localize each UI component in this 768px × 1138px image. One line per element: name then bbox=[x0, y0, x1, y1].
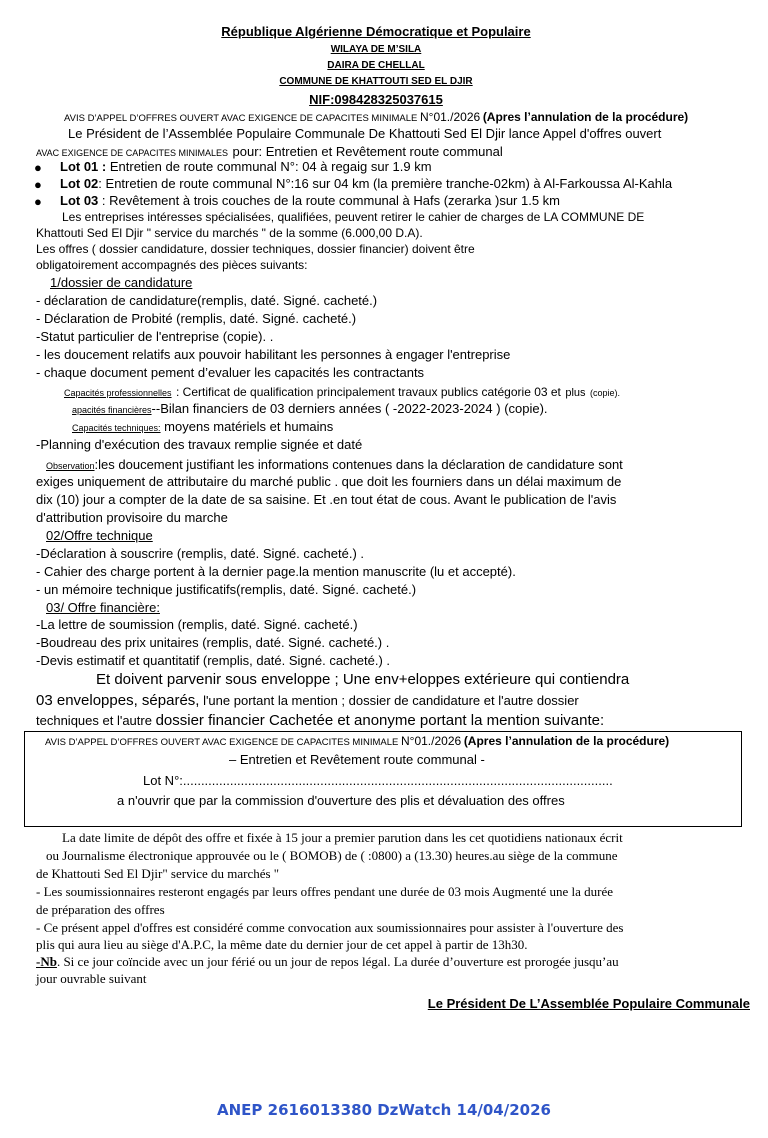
commune-line: COMMUNE DE KHATTOUTI SED EL DJIR bbox=[279, 76, 473, 87]
offre-technique-title: 02/Offre technique bbox=[46, 528, 153, 543]
deadline-line-1: La date limite de dépôt des offre et fixée à 15 jour a premier parution dans les cet quotidiens nationaux écrit bbox=[62, 830, 623, 845]
candidature-item: - Déclaration de Probité (remplis, daté. Signé. cacheté.) bbox=[36, 311, 357, 326]
technique-item: -Déclaration à souscrire (remplis, daté. Signé. cacheté.) . bbox=[36, 546, 365, 561]
convocation-line-2: plis qui aura lieu au siège d'A.P.C, la même date du dernier jour de cet appel à partir de 13h30. bbox=[36, 937, 528, 952]
technique-item: - un mémoire technique justificatifs(remplis, daté. Signé. cacheté.) bbox=[36, 582, 417, 597]
capacites-financieres bbox=[72, 400, 548, 418]
engagement-line-2: de préparation des offres bbox=[36, 902, 165, 917]
avis-prefix: AVIS D’APPEL D’OFFRES OUVERT AVAC EXIGENCE DE CAPACITES MINIMALE bbox=[64, 113, 418, 124]
engagement-line-1: - Les soumissionnaires resteront engagés par leurs offres pendant une durée de 03 mois Augmenté une la durée bbox=[36, 884, 614, 899]
financiere-item: -Boudreau des prix unitaires (remplis, daté. Signé. cacheté.) . bbox=[36, 635, 390, 650]
technique-item: - Cahier des charge portent à la dernier page.la mention manuscrite (lu et accepté). bbox=[36, 564, 516, 579]
cap-pro-text: : Certificat de qualification principalement travaux publics catégorie 03 et bbox=[176, 385, 561, 399]
envoi-mention: l'une portant la mention ; dossier de candidature et l'autre dossier bbox=[199, 693, 579, 708]
cap-pro-plus: plus bbox=[565, 387, 586, 399]
observation-label: Observation bbox=[46, 461, 95, 471]
envoi-line-3 bbox=[36, 712, 604, 730]
financiere-item: -Devis estimatif et quantitatif (remplis, daté. Signé. cacheté.) . bbox=[36, 653, 391, 668]
intro-capacity: AVAC EXIGENCE DE CAPACITES MINIMALES bbox=[36, 148, 229, 158]
bullet-icon: ● bbox=[34, 160, 42, 175]
bullet-icon: ● bbox=[34, 194, 42, 209]
republic-title: République Algérienne Démocratique et Populaire bbox=[221, 24, 531, 39]
avis-suffix: (Apres l’annulation de la procédure) bbox=[463, 734, 670, 748]
intro-line-1: Le Président de l’Assemblée Populaire Communale De Khattouti Sed El Djir lance Appel d'offres ouvert bbox=[68, 126, 662, 141]
box-lot: Lot N°:....................................................................................................................... bbox=[143, 773, 613, 788]
nb-line-2: jour ouvrable suivant bbox=[36, 971, 147, 986]
daira-line: DAIRA DE CHELLAL bbox=[327, 60, 425, 71]
observation-line-3: dix (10) jour a compter de la date de sa saisine. Et .en tout état de cous. Avant le publication de l'avis bbox=[36, 492, 617, 507]
candidature-item: - chaque document pement d’evaluer les capacités les contractants bbox=[36, 365, 425, 380]
envoi-enveloppes: 03 enveloppes, séparés, bbox=[36, 692, 200, 709]
nb-text: . Si ce jour coïncide avec un jour férié ou un jour de repos légal. La durée d’ouverture est prorogée jusqu’au bbox=[56, 954, 619, 969]
candidature-item: -Statut particulier de l'entreprise (copie). . bbox=[36, 329, 274, 344]
lot-03 bbox=[60, 193, 560, 208]
nb-label: -Nb bbox=[36, 954, 57, 969]
retrait-line-2: Khattouti Sed El Djir " service du marchés " de la somme (6.000,00 D.A). bbox=[36, 226, 423, 240]
lot-label: Lot 01 : bbox=[60, 159, 107, 174]
box-avis-heading bbox=[45, 734, 669, 748]
avis-number: N°01./2026 bbox=[400, 734, 462, 748]
lot-text: : Revêtement à trois couches de la route communal à Hafs (zerarka )sur 1.5 km bbox=[101, 193, 561, 208]
lot-text: Entretien de route communal N°: 04 à regaig sur 1.9 km bbox=[109, 159, 432, 174]
lot-01 bbox=[60, 159, 432, 174]
cap-pro-label: Capacités professionnelles bbox=[64, 388, 172, 398]
envoi-line-1: Et doivent parvenir sous enveloppe ; Une env+eloppes extérieure qui contiendra bbox=[96, 671, 630, 688]
retrait-line-1: Les entreprises intéresses spécialisées, qualifiées, peuvent retirer le cahier de charges de LA COMMUNE DE bbox=[62, 210, 645, 224]
envelope-mention-box bbox=[24, 731, 742, 827]
cap-fin-text: --Bilan financiers de 03 derniers années ( -2022-2023-2024 ) (copie). bbox=[151, 401, 548, 416]
convocation-line-1: - Ce présent appel d'offres est considéré comme convocation aux soumissionnaires pour assister à l'ouverture des bbox=[36, 920, 624, 935]
envoi-financier: dossier financier Cachetée et anonyme portant la mention suivante: bbox=[155, 712, 605, 729]
deadline-line-2: ou Journalisme électronique approuvée ou le ( BOMOB) de ( :0800) a (13.30) heures.au siège de la commune bbox=[46, 848, 618, 863]
lot-02 bbox=[60, 176, 672, 191]
bullet-icon: ● bbox=[34, 177, 42, 192]
candidature-item: - déclaration de candidature(remplis, daté. Signé. cacheté.) bbox=[36, 293, 378, 308]
cap-pro-copie: (copie). bbox=[589, 388, 620, 398]
offres-line-2: obligatoirement accompagnés des pièces suivants: bbox=[36, 258, 308, 272]
avis-heading bbox=[64, 110, 688, 124]
box-title: – Entretien et Revêtement route communal - bbox=[229, 752, 485, 767]
observation-line-2: exiges uniquement de attributaire du marché public . que doit les fourniers dans un délai maximum de bbox=[36, 474, 622, 489]
observation-line-1 bbox=[46, 456, 623, 474]
candidature-item: - les doucement relatifs aux pouvoir habilitant les personnes à engager l'entreprise bbox=[36, 347, 511, 362]
cap-tech-text: moyens matériels et humains bbox=[160, 419, 334, 434]
observation-line-4: d'attribution provisoire du marche bbox=[36, 510, 228, 525]
cap-fin-label: apacités financières bbox=[72, 405, 152, 415]
nif-line: NIF:098428325037615 bbox=[309, 92, 443, 107]
planning-line: -Planning d'exécution des travaux remplie signée et daté bbox=[36, 437, 363, 452]
financiere-item: -La lettre de soumission (remplis, daté. Signé. cacheté.) bbox=[36, 617, 358, 632]
cap-tech-label: Capacités techniques: bbox=[72, 423, 161, 433]
nb-line-1 bbox=[36, 954, 619, 970]
envoi-line-2 bbox=[36, 692, 579, 710]
lot-label: Lot 02 bbox=[60, 176, 99, 191]
offres-line-1: Les offres ( dossier candidature, dossier techniques, dossier financier) doivent être bbox=[36, 242, 475, 256]
box-note: a n'ouvrir que par la commission d'ouverture des plis et dévaluation des offres bbox=[117, 793, 565, 808]
signature-title: Le Président De L’Assemblée Populaire Communale bbox=[427, 996, 750, 1011]
intro-object: pour: Entretien et Revêtement route communal bbox=[232, 144, 503, 159]
observation-text: :les doucement justifiant les informations contenues dans la déclaration de candidature sont bbox=[94, 457, 623, 472]
dossier-candidature-title: 1/dossier de candidature bbox=[50, 275, 193, 290]
deadline-line-3: de Khattouti Sed El Djir" service du marchés " bbox=[36, 866, 280, 881]
capacites-professionnelles bbox=[64, 383, 620, 401]
lot-text: : Entretien de route communal N°:16 sur 04 km (la première tranche-02km) à Al-Farkoussa Al-Kahla bbox=[98, 176, 673, 191]
wilaya-line: WILAYA DE M’SILA bbox=[330, 44, 422, 55]
publication-reference: ANEP 2616013380 DzWatch 14/04/2026 bbox=[217, 1101, 551, 1119]
avis-prefix: AVIS D’APPEL D’OFFRES OUVERT AVAC EXIGENCE DE CAPACITES MINIMALE bbox=[45, 737, 399, 748]
envoi-techniques: techniques et l'autre bbox=[36, 713, 156, 728]
capacites-techniques bbox=[72, 418, 333, 436]
offre-financiere-title: 03/ Offre financière: bbox=[46, 600, 160, 615]
avis-suffix: (Apres l’annulation de la procédure) bbox=[482, 110, 689, 124]
lot-label: Lot 03 bbox=[60, 193, 99, 208]
avis-number: N°01./2026 bbox=[419, 110, 481, 124]
